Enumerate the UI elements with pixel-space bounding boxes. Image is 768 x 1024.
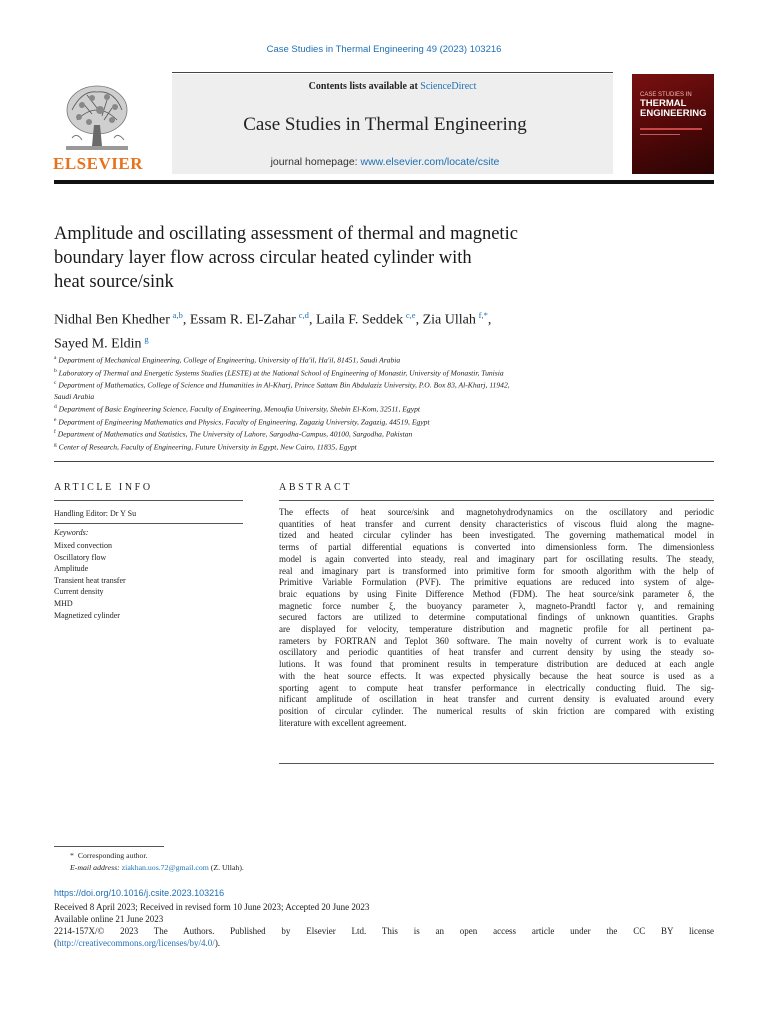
corresponding-author-note (54, 850, 244, 862)
affiliation-item (54, 366, 614, 379)
affiliation-marker: b (54, 367, 57, 374)
contents-prefix: Contents lists available at (308, 81, 421, 92)
abstract-line: tized and heated circular cylinder has been investigated. The governing mathematical model in (279, 530, 714, 541)
author-separator: , (415, 312, 423, 328)
received-dates: Received 8 April 2023; Received in revised form 10 June 2023; Accepted 20 June 2023 (54, 902, 370, 912)
article-info-rule (54, 500, 243, 501)
affiliation-list (54, 353, 614, 452)
abstract-line: The effects of heat source/sink and magnetohydrodynamics on the oscillatory and periodic (279, 507, 714, 517)
doi-link[interactable]: https://doi.org/10.1016/j.csite.2023.103216 (54, 888, 225, 898)
abstract-line: position of circular cylinder. The numerical results of skin friction are compared with existing (279, 705, 714, 716)
author-separator: , (487, 312, 492, 328)
abstract-rule (279, 763, 714, 764)
article-info-rule (54, 523, 243, 524)
affiliation-text: Department of Mathematics and Statistics, The University of Lahore, Sargodha-Campus, 40100, Sargodha, Pakistan (57, 429, 413, 439)
author-affiliation-marker[interactable]: a,b (172, 310, 183, 320)
affiliation-item (54, 353, 614, 366)
homepage-link[interactable]: www.elsevier.com/locate/csite (360, 156, 500, 168)
cover-stripe (640, 134, 680, 135)
affiliation-text: Center of Research, Faculty of Engineering, Future University in Egypt, New Cairo, 11835, Egypt (58, 442, 357, 452)
journal-reference-link[interactable]: Case Studies in Thermal Engineering 49 (2023) 103216 (266, 44, 502, 55)
author-affiliation-marker[interactable]: f,* (478, 310, 488, 320)
affiliation-item (54, 440, 614, 453)
sciencedirect-link[interactable]: ScienceDirect (420, 81, 477, 92)
license-statement: 2214-157X/© 2023 The Authors. Published by Elsevier Ltd. This is an open access article under the CC BY license (54, 926, 714, 936)
license-link-line (54, 938, 714, 950)
affiliation-item (54, 427, 614, 440)
abstract-line: sporting agent to compute heat transfer performance in electrically conducting fluid. The sig- (279, 682, 714, 693)
keyword-list (54, 540, 126, 621)
abstract-line: nificant amplitude of oscillation in heat transfer and current density is evaluated around every (279, 694, 714, 705)
abstract-line: braic equations by using Finite Difference Method (FDM). The heat source/sink parameter δ, the (279, 588, 714, 599)
affiliation-text: Laboratory of Thermal and Energetic Systems Studies (LESTE) at the National School of Engineering of Monastir, University of Monastir, Tunisia (58, 368, 504, 378)
keyword-item: MHD (54, 598, 73, 608)
keyword-item: Magnetized cylinder (54, 610, 120, 620)
abstract-line: Primitive Variable Formulation (PVF). The primitive equations are reduced into system of alge- (279, 577, 714, 588)
abstract-line: lutions. It was found that prominent results in temperature distribution are deduced at each angle (279, 659, 714, 670)
author-separator: , (182, 312, 190, 328)
affiliation-text: Saudi Arabia (54, 391, 95, 401)
abstract-line: with the heat source effects. It was expected physically because the heat source is used as a (279, 670, 714, 681)
keyword-item: Current density (54, 587, 104, 597)
journal-homepage-line (172, 156, 598, 168)
author-name[interactable]: Sayed M. Eldin (54, 336, 142, 352)
affiliation-marker: a (54, 355, 57, 361)
author-separator: , (308, 312, 316, 328)
keyword-item: Mixed convection (54, 541, 112, 550)
affiliation-text: Department of Mathematics, College of Science and Humanities in Al-Kharj, Prince Sattam Bin Abdulaziz University, P.O. Box 83, Al-Kharj, 11942, (58, 380, 510, 390)
email-suffix: (Z. Ullah). (210, 862, 244, 872)
cover-stripe (640, 128, 702, 130)
title-line: heat source/sink (54, 272, 174, 292)
abstract-line: literature with excellent agreement. (279, 717, 407, 728)
abstract-line: quantities of heat transfer and current density characteristics of viscous fluid along the magne- (279, 518, 714, 529)
affiliation-item (54, 378, 614, 391)
cc-license-link[interactable]: http://creativecommons.org/licenses/by/4.0/ (57, 938, 215, 948)
keyword-item: Oscillatory flow (54, 552, 107, 562)
journal-cover-thumbnail[interactable] (632, 74, 714, 174)
corresponding-label: Corresponding author. (77, 851, 148, 860)
abstract-heading: ABSTRACT (279, 482, 353, 493)
abstract-line: real and imaginary part is transformed into primitive form for smooth algorithm with the help of (279, 565, 714, 576)
author-affiliation-marker[interactable]: g (144, 333, 149, 344)
license-open-paren: ( (54, 938, 57, 948)
author-affiliation-marker[interactable]: c,d (298, 310, 309, 320)
section-rule (54, 461, 714, 462)
affiliation-item (54, 402, 614, 415)
homepage-prefix: journal homepage: (270, 156, 361, 168)
cover-small-text: CASE STUDIES IN (640, 92, 692, 98)
affiliation-marker: d (54, 403, 57, 410)
email-label: E-mail address: (70, 862, 120, 872)
email-note (54, 862, 244, 874)
elsevier-wordmark: ELSEVIER (53, 154, 143, 173)
article-title (54, 222, 614, 294)
title-line: Amplitude and oscillating assessment of thermal and magnetic (54, 224, 518, 244)
affiliation-marker: g (54, 441, 57, 448)
affiliation-item (54, 391, 614, 402)
header-top-rule (172, 72, 613, 73)
footnote-rule (54, 846, 164, 847)
affiliation-text: Department of Basic Engineering Science, Faculty of Engineering, Menoufia University, Shebin El-Kom, 32511, Egypt (58, 404, 420, 414)
author-name[interactable]: Laila F. Seddek (315, 312, 404, 328)
license-close-paren: ). (214, 938, 221, 948)
corresponding-footnote (54, 850, 244, 873)
abstract-line: secured factors are utilized to determine computational findings of unknown quantities. Graphs (279, 612, 714, 623)
keyword-item: Transient heat transfer (54, 575, 126, 585)
author-affiliation-marker[interactable]: c,e (405, 310, 416, 320)
abstract-line: magnetic force number ξ, the buoyancy parameter λ, magneto-Prandtl factor γ, and remaining (279, 600, 714, 611)
footnote-star: * (70, 851, 74, 860)
article-info-heading: ARTICLE INFO (54, 482, 153, 493)
abstract-body (279, 507, 714, 729)
affiliation-marker: f (54, 429, 56, 436)
author-name[interactable]: Essam R. El-Zahar (189, 312, 296, 328)
contents-line (172, 81, 613, 92)
keywords-label: Keywords: (54, 528, 89, 537)
abstract-line: terms of partial differential equations is converted into dimensionless form. The dimensionless (279, 542, 714, 553)
email-link[interactable]: ziakhan.uos.72@gmail.com (121, 862, 209, 872)
abstract-line: model is again converted into steady, real and imaginary part for oscillating results. The steady, (279, 553, 714, 564)
author-list (54, 306, 674, 353)
author-name[interactable]: Nidhal Ben Khedher (54, 312, 170, 328)
title-line: boundary layer flow across circular heated cylinder with (54, 248, 472, 268)
affiliation-item (54, 415, 614, 428)
cover-title-line: THERMAL (640, 98, 687, 109)
abstract-rule (279, 500, 714, 501)
cover-title (640, 99, 712, 119)
author-name[interactable]: Zia Ullah (422, 312, 476, 328)
affiliation-text: Department of Mechanical Engineering, College of Engineering, University of Ha'il, Ha'il, 81451, Saudi Arabia (58, 355, 401, 365)
journal-title: Case Studies in Thermal Engineering (243, 114, 527, 135)
affiliation-marker: c (54, 380, 57, 387)
header-thick-rule (54, 180, 714, 184)
abstract-line: oscillatory and periodic quantities of heat transfer and current density by using the steady so- (279, 647, 714, 658)
abstract-line: rameters by FORTRAN and Teplot 360 software. The main novelty of current work is to evaluate (279, 635, 714, 646)
cover-title-line: ENGINEERING (640, 108, 707, 119)
available-online-date: Available online 21 June 2023 (54, 913, 164, 924)
affiliation-text: Department of Engineering Mathematics and Physics, Faculty of Engineering, Zagazig University, Zagazig, 44519, Egypt (58, 417, 430, 427)
abstract-line: are displayed for velocity, temperature distribution and magnetic profile for all pertinent pa- (279, 624, 714, 635)
handling-editor: Handling Editor: Dr Y Su (54, 509, 137, 518)
affiliation-marker: e (54, 416, 57, 423)
article-dates (54, 902, 714, 925)
keyword-item: Amplitude (54, 564, 89, 574)
